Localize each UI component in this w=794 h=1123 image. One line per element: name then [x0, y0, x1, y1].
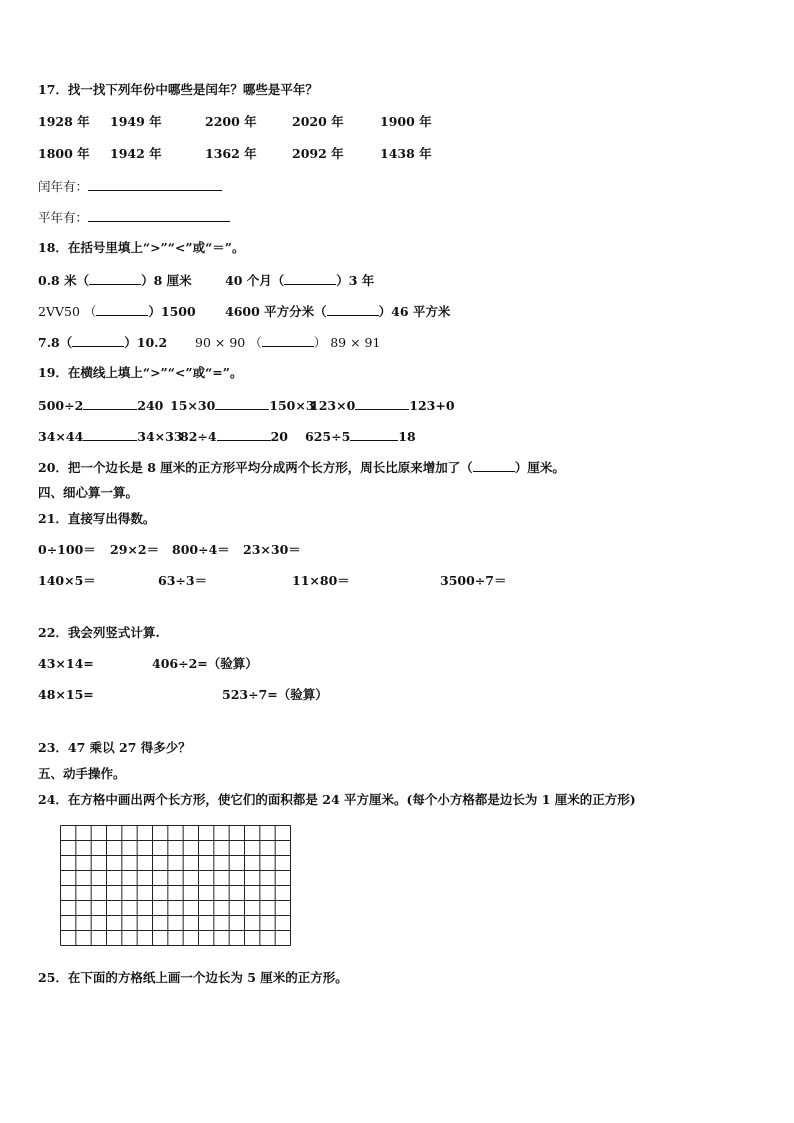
vertical-calc-item: 406÷2=（验算）: [152, 656, 258, 671]
calc-item: 63÷3＝: [158, 573, 208, 588]
calc-item: 800÷4＝: [172, 542, 230, 557]
q21-title: 21．直接写出得数。: [38, 511, 156, 526]
calc-item: 0÷100＝: [38, 542, 96, 557]
compare-item: 90 × 90 （ ） 89 × 91: [195, 335, 381, 350]
fill-blank[interactable]: [355, 397, 409, 410]
leap-year-answer-blank[interactable]: [88, 178, 222, 191]
calc-item: 11×80＝: [292, 573, 350, 588]
compare-blank[interactable]: [262, 334, 314, 347]
q17-title: 17．找一找下列年份中哪些是闰年？哪些是平年？: [38, 82, 318, 97]
q20-answer-blank[interactable]: [473, 459, 515, 472]
compare-item: 4600 平方分米（ ）46 平方米: [225, 304, 451, 319]
common-year-line: [38, 209, 230, 226]
fill-item: 123×0 123+0: [310, 398, 455, 413]
compare-blank[interactable]: [96, 303, 148, 316]
q23-question: 23．47 乘以 27 得多少？: [38, 740, 191, 755]
common-year-label: 平年有：: [38, 210, 89, 225]
section-5-heading: 五、动手操作。: [38, 766, 126, 781]
fill-blank[interactable]: [83, 428, 137, 441]
fill-item: 15×30 150×3: [170, 398, 315, 413]
vertical-calc-item: 43×14=: [38, 656, 94, 671]
year-item: 2020 年: [292, 114, 344, 129]
leap-year-label: 闰年有：: [38, 179, 89, 194]
fill-item: 34×44 34×33: [38, 429, 183, 444]
year-item: 1800 年: [38, 146, 90, 161]
fill-blank[interactable]: [83, 397, 137, 410]
calc-item: 29×2＝: [110, 542, 160, 557]
compare-item: 40 个月（ ）3 年: [225, 273, 375, 288]
year-item: 1942 年: [110, 146, 162, 161]
fill-blank[interactable]: [350, 428, 398, 441]
q22-title: 22．我会列竖式计算.: [38, 625, 160, 640]
square-grid[interactable]: [60, 825, 292, 947]
year-item: 1900 年: [380, 114, 432, 129]
compare-item: 7.8（ ）10.2: [38, 335, 168, 350]
compare-item: 2VV50 （ ）1500: [38, 304, 196, 319]
fill-item: 82÷4 20: [180, 429, 288, 444]
year-item: 2092 年: [292, 146, 344, 161]
fill-blank[interactable]: [217, 428, 271, 441]
compare-blank[interactable]: [327, 303, 379, 316]
year-item: 2200 年: [205, 114, 257, 129]
q25-question: 25．在下面的方格纸上画一个边长为 5 厘米的正方形。: [38, 970, 348, 985]
fill-item: 500÷2 240: [38, 398, 164, 413]
leap-year-line: [38, 178, 222, 195]
q19-title: 19．在横线上填上“>”“<”或“=”。: [38, 365, 243, 380]
compare-item: 0.8 米（ ）8 厘米: [38, 273, 192, 288]
vertical-calc-item: 523÷7=（验算）: [222, 687, 328, 702]
calc-item: 3500÷7＝: [440, 573, 507, 588]
calc-item: 23×30＝: [243, 542, 301, 557]
fill-blank[interactable]: [215, 397, 269, 410]
q24-question: 24．在方格中画出两个长方形，使它们的面积都是 24 平方厘米。(每个小方格都是边长为 1 厘米的正方形): [38, 792, 636, 807]
common-year-answer-blank[interactable]: [88, 209, 230, 222]
compare-blank[interactable]: [284, 272, 336, 285]
year-item: 1438 年: [380, 146, 432, 161]
year-item: 1949 年: [110, 114, 162, 129]
fill-item: 625÷5 18: [305, 429, 416, 444]
year-item: 1928 年: [38, 114, 90, 129]
year-item: 1362 年: [205, 146, 257, 161]
calc-item: 140×5＝: [38, 573, 96, 588]
section-4-heading: 四、细心算一算。: [38, 485, 139, 500]
vertical-calc-item: 48×15=: [38, 687, 94, 702]
compare-blank[interactable]: [72, 334, 124, 347]
q20-question: 20．把一个边长是 8 厘米的正方形平均分成两个长方形，周长比原来增加了（ ）厘米。: [38, 460, 565, 475]
compare-blank[interactable]: [89, 272, 141, 285]
q18-title: 18．在括号里填上“>”“<”或“＝”。: [38, 240, 245, 255]
